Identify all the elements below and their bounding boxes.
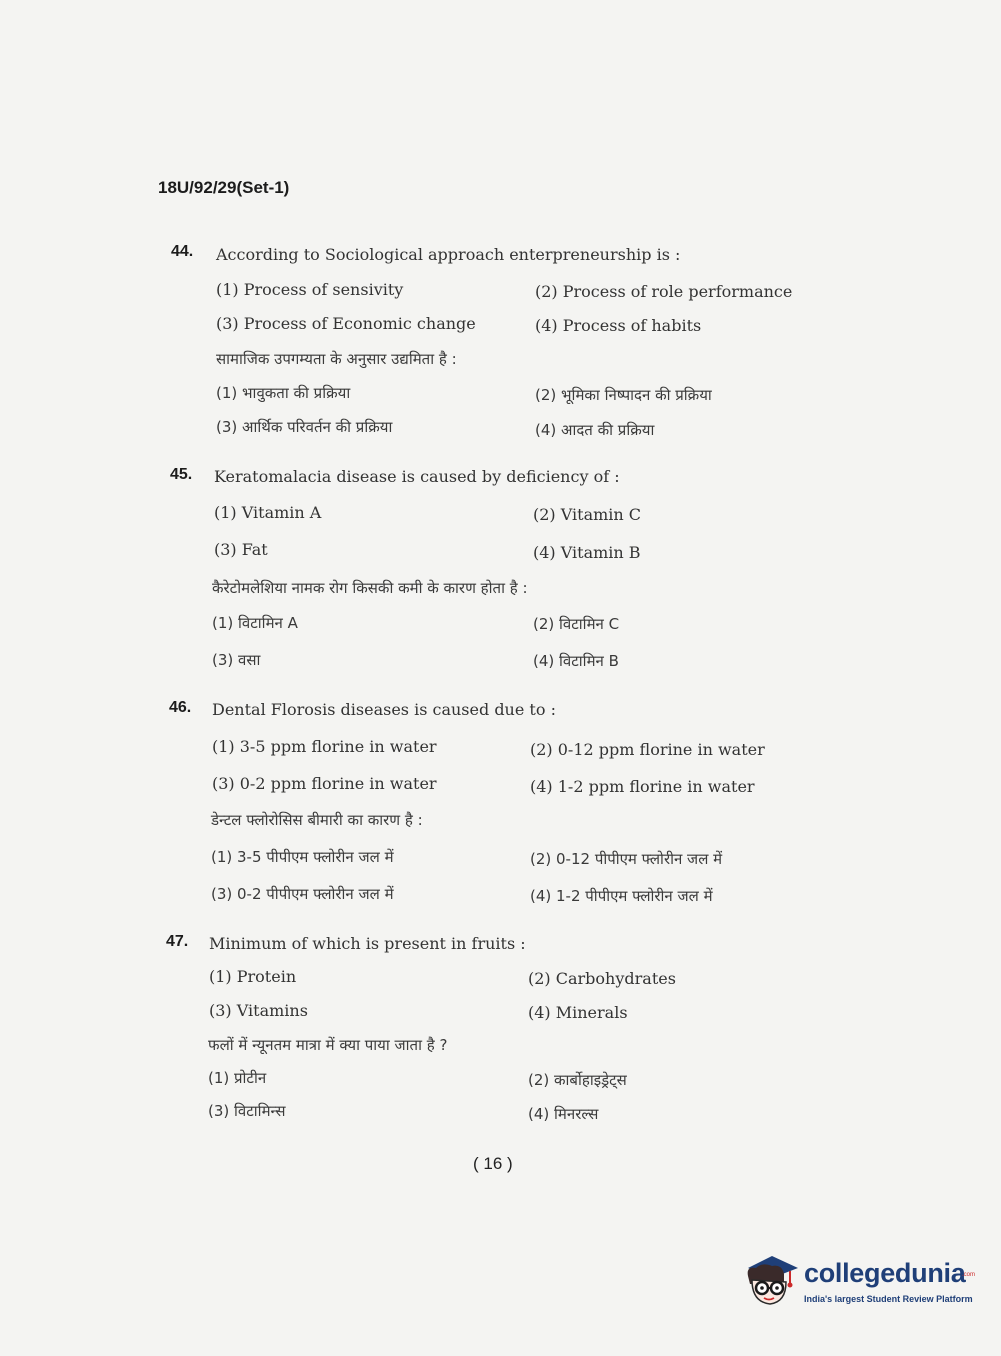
option-en-2: (2) 0-12 ppm florine in water	[530, 740, 765, 759]
question-number: 46.	[169, 699, 192, 716]
question-number: 44.	[171, 243, 194, 260]
question-text-en: Keratomalacia disease is caused by deficiency of :	[214, 467, 620, 486]
option-hi-1: (1) भावुकता की प्रक्रिया	[216, 384, 351, 402]
option-en-1: (1) Vitamin A	[214, 503, 322, 522]
collegedunia-logo	[742, 1250, 976, 1310]
option-en-1: (1) Process of sensivity	[216, 280, 404, 299]
option-hi-3: (3) वसा	[212, 651, 261, 669]
option-hi-3: (3) विटामिन्स	[208, 1102, 286, 1120]
option-en-3: (3) Process of Economic change	[216, 314, 476, 333]
option-hi-3: (3) आर्थिक परिवर्तन की प्रक्रिया	[216, 418, 393, 436]
student-mascot-icon	[742, 1250, 800, 1308]
option-en-4: (4) 1-2 ppm florine in water	[530, 777, 755, 796]
option-hi-3: (3) 0-2 पीपीएम फ्लोरीन जल में	[211, 885, 394, 903]
question-text-hi: डेन्टल फ्लोरोसिस बीमारी का कारण है :	[211, 811, 423, 829]
question-text-hi: कैरेटोमलेशिया नामक रोग किसकी कमी के कारण होता है :	[212, 579, 528, 597]
option-en-2: (2) Vitamin C	[533, 505, 642, 524]
option-en-2: (2) Process of role performance	[535, 282, 793, 301]
brand-tagline: India's largest Student Review Platform	[804, 1294, 973, 1304]
option-en-1: (1) Protein	[209, 967, 297, 986]
question-text-hi: फलों में न्यूनतम मात्रा में क्या पाया जाता है ?	[208, 1036, 448, 1054]
option-en-4: (4) Vitamin B	[533, 543, 641, 562]
question-text-en: Minimum of which is present in fruits :	[209, 934, 526, 953]
option-hi-2: (2) भूमिका निष्पादन की प्रक्रिया	[535, 386, 712, 404]
option-en-4: (4) Process of habits	[535, 316, 702, 335]
option-en-2: (2) Carbohydrates	[528, 969, 676, 988]
option-en-3: (3) Fat	[214, 540, 268, 559]
brand-name: collegedunia	[804, 1258, 966, 1288]
option-en-4: (4) Minerals	[528, 1003, 628, 1022]
page-number: ( 16 )	[473, 1154, 513, 1173]
option-hi-4: (4) आदत की प्रक्रिया	[535, 421, 655, 439]
option-en-3: (3) Vitamins	[209, 1001, 308, 1020]
question-number: 45.	[170, 466, 193, 483]
option-hi-2: (2) 0-12 पीपीएम फ्लोरीन जल में	[530, 850, 723, 868]
option-hi-1: (1) विटामिन A	[212, 614, 298, 632]
option-hi-4: (4) 1-2 पीपीएम फ्लोरीन जल में	[530, 887, 713, 905]
option-hi-4: (4) विटामिन B	[533, 652, 619, 670]
question-text-hi: सामाजिक उपगम्यता के अनुसार उद्यमिता है :	[216, 350, 457, 368]
brand-domain: .com	[962, 1272, 976, 1278]
option-en-1: (1) 3-5 ppm florine in water	[212, 737, 437, 756]
option-hi-1: (1) 3-5 पीपीएम फ्लोरीन जल में	[211, 848, 394, 866]
question-text-en: According to Sociological approach enterpreneurship is :	[216, 245, 681, 264]
option-hi-2: (2) विटामिन C	[533, 615, 620, 633]
option-hi-4: (4) मिनरल्स	[528, 1105, 599, 1123]
question-number: 47.	[166, 933, 189, 950]
option-hi-2: (2) कार्बोहाइड्रेट्स	[528, 1071, 627, 1089]
option-en-3: (3) 0-2 ppm florine in water	[212, 774, 437, 793]
document-code: 18U/92/29(Set-1)	[158, 178, 290, 197]
question-text-en: Dental Florosis diseases is caused due to :	[212, 700, 556, 719]
option-hi-1: (1) प्रोटीन	[208, 1069, 267, 1087]
